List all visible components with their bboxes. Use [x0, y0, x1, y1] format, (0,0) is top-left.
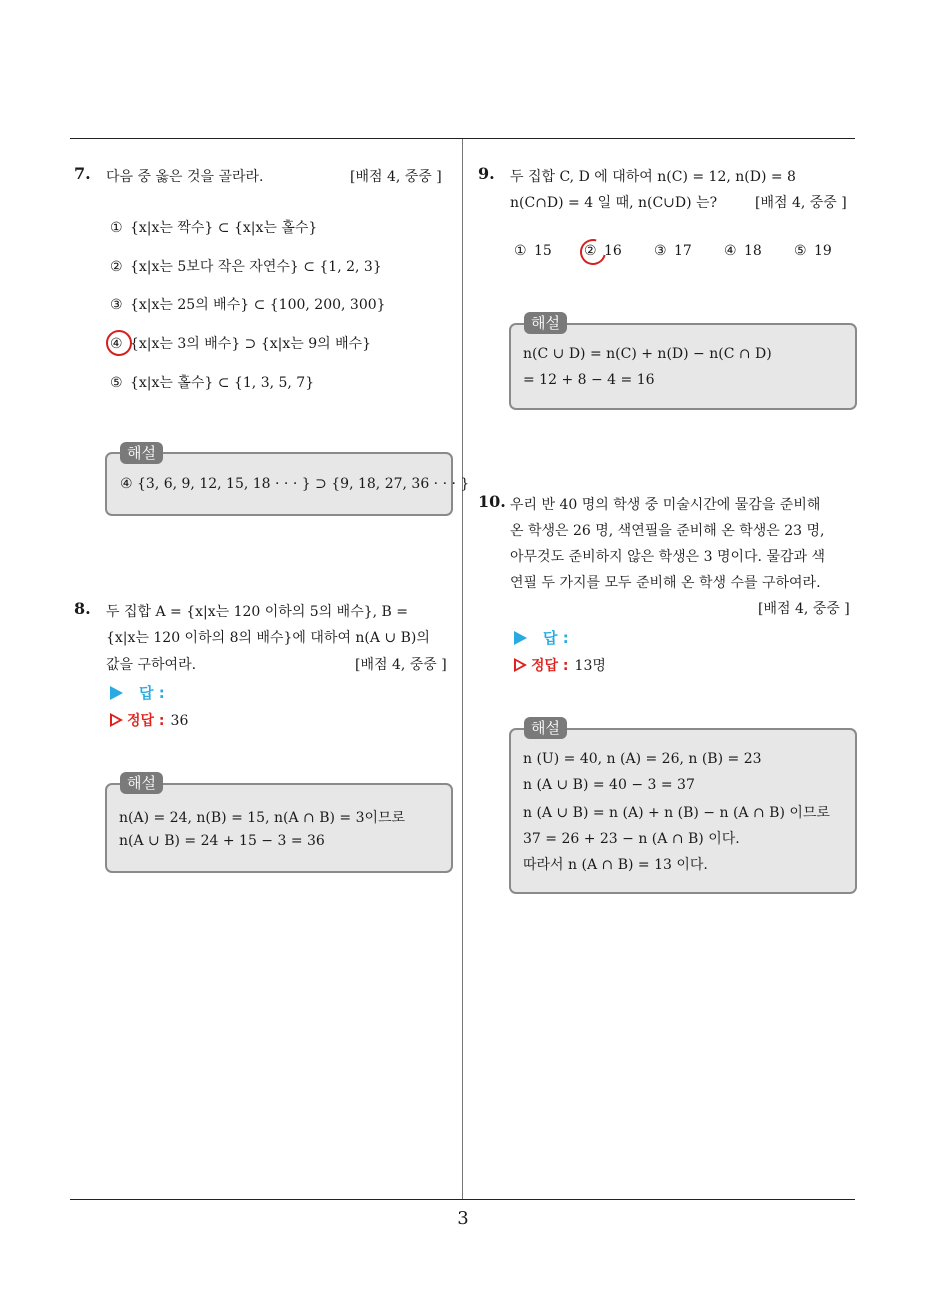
q7-option-2[interactable]: [110, 256, 382, 276]
correct-label: 정답 :: [127, 713, 165, 729]
q10-text-line-3: 아무것도 준비하지 않은 학생은 3 명이다. 물감과 색: [510, 549, 825, 565]
option-number: ②: [110, 259, 123, 275]
q8-solution-tag: 해설: [120, 772, 163, 794]
option-text: {x|x는 짝수} ⊂ {x|x는 홀수}: [130, 220, 318, 236]
outline-triangle-icon: [514, 658, 527, 672]
q7-number: 7.: [74, 164, 91, 183]
option-number: ③: [654, 243, 667, 259]
correct-value: 13명: [574, 658, 606, 674]
correct-label: 정답 :: [531, 658, 569, 674]
q10-text-line-4: 연필 두 가지를 모두 준비해 온 학생 수를 구하여라.: [510, 575, 821, 591]
q9-number: 9.: [478, 164, 495, 183]
q9-meta: [배점 4, 중중 ]: [755, 195, 847, 211]
q9-option-5[interactable]: [794, 243, 832, 259]
q8-answer-field[interactable]: [110, 682, 165, 703]
q10-text-line-1: 우리 반 40 명의 학생 중 미술시간에 물감을 준비해: [510, 497, 821, 513]
q9-option-3[interactable]: [654, 243, 692, 259]
q9-option-1[interactable]: [514, 243, 552, 259]
q10-answer-field[interactable]: [514, 627, 569, 648]
q9-solution-line-2: = 12 + 8 − 4 = 16: [523, 372, 655, 388]
option-text: 18: [744, 243, 762, 259]
option-text: {x|x는 3의 배수} ⊃ {x|x는 9의 배수}: [130, 336, 372, 352]
option-number: ②: [584, 243, 597, 259]
option-text: 17: [674, 243, 692, 259]
outline-triangle-icon: [110, 713, 123, 727]
q7-option-4[interactable]: [110, 333, 371, 353]
q10-text-line-2: 온 학생은 26 명, 색연필을 준비해 온 학생은 23 명,: [510, 523, 825, 539]
q8-number: 8.: [74, 599, 91, 618]
answer-label: 답 :: [139, 684, 165, 702]
q8-solution-line-2: n(A ∪ B) = 24 + 15 − 3 = 36: [119, 833, 325, 849]
q7-text: 다음 중 옳은 것을 골라라.: [106, 169, 264, 185]
q9-option-4[interactable]: [724, 243, 762, 259]
q9-solution-box: [509, 323, 857, 410]
option-text: 15: [534, 243, 552, 259]
q7-solution-tag: 해설: [120, 442, 163, 464]
q7-answer-mark-icon: [106, 330, 132, 356]
q7-option-1[interactable]: [110, 217, 317, 237]
q9-solution-line-1: n(C ∪ D) = n(C) + n(D) − n(C ∩ D): [523, 346, 772, 362]
q9-text-line-1: 두 집합 C, D 에 대하여 n(C) = 12, n(D) = 8: [510, 169, 796, 185]
option-number: ④: [110, 336, 123, 352]
option-text: 16: [604, 243, 622, 259]
q10-solution-line-3: n (A ∪ B) = n (A) + n (B) − n (A ∩ B) 이므로: [523, 805, 830, 821]
q8-solution-box: [105, 783, 453, 873]
q9-text-line-2: n(C∩D) = 4 일 때, n(C∪D) 는?: [510, 195, 718, 211]
option-number: ①: [514, 243, 527, 259]
q7-meta: [배점 4, 중중 ]: [350, 169, 442, 185]
play-icon: [514, 631, 527, 645]
correct-value: 36: [170, 713, 189, 729]
option-number: ④: [724, 243, 737, 259]
q8-text-line-2: {x|x는 120 이하의 8의 배수}에 대하여 n(A ∪ B)의: [106, 630, 430, 646]
option-number: ③: [110, 297, 123, 313]
option-number: ①: [110, 220, 123, 236]
option-number: ⑤: [794, 243, 807, 259]
q10-solution-line-1: n (U) = 40, n (A) = 26, n (B) = 23: [523, 751, 762, 767]
option-text: {x|x는 5보다 작은 자연수} ⊂ {1, 2, 3}: [130, 259, 382, 275]
q7-solution-line-1: ④ {3, 6, 9, 12, 15, 18 · · · } ⊃ {9, 18, 27, 36 · · · }: [120, 476, 470, 492]
page-number: 3: [457, 1208, 469, 1229]
column-divider: [462, 139, 463, 1199]
q9-solution-tag: 해설: [524, 312, 567, 334]
play-icon: [110, 686, 123, 700]
bottom-rule: [70, 1199, 855, 1200]
q10-number: 10.: [478, 492, 506, 511]
q10-correct-answer: [514, 655, 606, 675]
q10-solution-line-5: 따라서 n (A ∩ B) = 13 이다.: [523, 857, 708, 873]
option-number: ⑤: [110, 375, 123, 391]
q8-meta: [배점 4, 중중 ]: [355, 657, 447, 673]
q10-solution-box: [509, 728, 857, 894]
option-text: {x|x는 25의 배수} ⊂ {100, 200, 300}: [130, 297, 386, 313]
option-text: 19: [814, 243, 832, 259]
option-text: {x|x는 홀수} ⊂ {1, 3, 5, 7}: [130, 375, 315, 391]
q8-text-line-3: 값을 구하여라.: [106, 657, 197, 673]
q8-text-line-1: 두 집합 A = {x|x는 120 이하의 5의 배수}, B =: [106, 604, 409, 620]
q10-meta: [배점 4, 중중 ]: [758, 601, 850, 617]
q10-solution-line-2: n (A ∪ B) = 40 − 3 = 37: [523, 777, 695, 793]
q8-correct-answer: [110, 710, 188, 730]
q9-answer-mark-icon: [575, 234, 611, 270]
q10-solution-tag: 해설: [524, 717, 567, 739]
q7-option-3[interactable]: [110, 294, 386, 314]
answer-label: 답 :: [543, 629, 569, 647]
q10-solution-line-4: 37 = 26 + 23 − n (A ∩ B) 이다.: [523, 831, 740, 847]
q7-option-5[interactable]: [110, 372, 314, 392]
q8-solution-line-1: n(A) = 24, n(B) = 15, n(A ∩ B) = 3이므로: [119, 810, 406, 826]
